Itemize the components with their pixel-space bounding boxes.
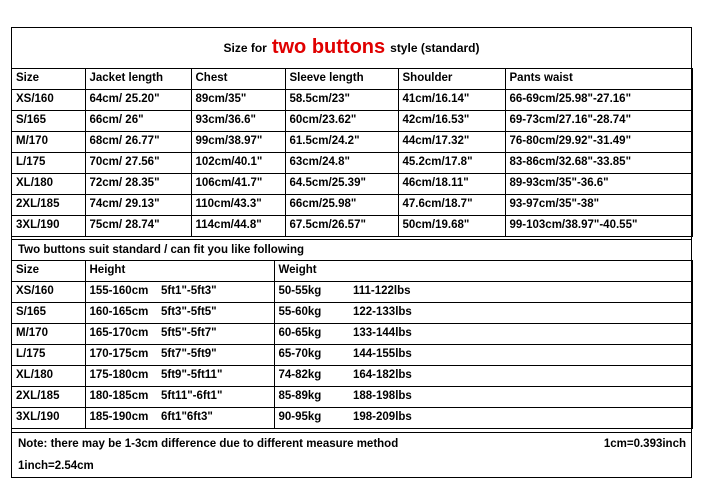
column-header: Size <box>12 69 85 90</box>
table-cell: 74cm/ 29.13" <box>85 195 191 216</box>
column-header: Size <box>12 261 85 282</box>
table-cell: 46cm/18.11" <box>398 174 505 195</box>
table-cell: 50cm/19.68" <box>398 216 505 237</box>
table-cell: 114cm/44.8" <box>191 216 285 237</box>
table-row <box>12 282 692 303</box>
table-cell: 5ft9"-5ft11" <box>157 366 274 387</box>
column-header: Sleeve length <box>285 69 398 90</box>
table-cell: 5ft11"-6ft1" <box>157 387 274 408</box>
chart-title <box>12 28 691 69</box>
table-cell: 133-144lbs <box>349 324 692 345</box>
table-cell: 61.5cm/24.2" <box>285 132 398 153</box>
table-cell: 58.5cm/23" <box>285 90 398 111</box>
table-cell: 198-209lbs <box>349 408 692 429</box>
table-cell: 44cm/17.32" <box>398 132 505 153</box>
table-cell: 67.5cm/26.57" <box>285 216 398 237</box>
table-cell: 65-70kg <box>274 345 349 366</box>
fit-header-row <box>12 261 692 282</box>
table-row <box>12 174 692 195</box>
table-row <box>12 408 692 429</box>
table-cell: 50-55kg <box>274 282 349 303</box>
table-cell: 5ft1"-5ft3" <box>157 282 274 303</box>
table-cell: 155-160cm <box>85 282 157 303</box>
measurement-header-row <box>12 69 692 90</box>
table-cell: 85-89kg <box>274 387 349 408</box>
table-cell: XL/180 <box>12 174 85 195</box>
table-cell: 180-185cm <box>85 387 157 408</box>
table-cell: 170-175cm <box>85 345 157 366</box>
table-cell: 2XL/185 <box>12 195 85 216</box>
measurement-table <box>12 68 693 237</box>
table-cell: 69-73cm/27.16"-28.74" <box>505 111 692 132</box>
table-cell: 110cm/43.3" <box>191 195 285 216</box>
table-row <box>12 303 692 324</box>
table-cell: 72cm/ 28.35" <box>85 174 191 195</box>
table-cell: 144-155lbs <box>349 345 692 366</box>
fit-table <box>12 260 693 429</box>
table-cell: 55-60kg <box>274 303 349 324</box>
table-cell: 185-190cm <box>85 408 157 429</box>
table-row <box>12 111 692 132</box>
note-text: Note: there may be 1-3cm difference due to different measure method <box>18 438 399 450</box>
table-cell: M/170 <box>12 132 85 153</box>
table-row <box>12 345 692 366</box>
table-cell: 41cm/16.14" <box>398 90 505 111</box>
table-cell: 90-95kg <box>274 408 349 429</box>
column-header: Jacket length <box>85 69 191 90</box>
table-cell: 68cm/ 26.77" <box>85 132 191 153</box>
table-cell: 99-103cm/38.97"-40.55" <box>505 216 692 237</box>
table-cell: 3XL/190 <box>12 408 85 429</box>
note-conversion-cm: 1cm=0.393inch <box>603 438 686 450</box>
table-cell: 122-133lbs <box>349 303 692 324</box>
table-cell: S/165 <box>12 111 85 132</box>
table-cell: 42cm/16.53" <box>398 111 505 132</box>
table-cell: 66-69cm/25.98"-27.16" <box>505 90 692 111</box>
table-cell: L/175 <box>12 345 85 366</box>
note-conversion-inch: 1inch=2.54cm <box>18 460 94 472</box>
title-highlight: two buttons <box>271 35 386 58</box>
table-cell: 160-165cm <box>85 303 157 324</box>
table-cell: 45.2cm/17.8" <box>398 153 505 174</box>
table-cell: S/165 <box>12 303 85 324</box>
table-row <box>12 216 692 237</box>
table-cell: 188-198lbs <box>349 387 692 408</box>
table-cell: 66cm/25.98" <box>285 195 398 216</box>
table-cell: 3XL/190 <box>12 216 85 237</box>
table-cell: XL/180 <box>12 366 85 387</box>
table-cell: 66cm/ 26" <box>85 111 191 132</box>
column-header: Pants waist <box>505 69 692 90</box>
table-cell: 2XL/185 <box>12 387 85 408</box>
table-cell: 89cm/35" <box>191 90 285 111</box>
table-cell: 83-86cm/32.68"-33.85" <box>505 153 692 174</box>
table-cell: L/175 <box>12 153 85 174</box>
table-cell: 111-122lbs <box>349 282 692 303</box>
column-header: Chest <box>191 69 285 90</box>
table-cell: 70cm/ 27.56" <box>85 153 191 174</box>
table-cell: 102cm/40.1" <box>191 153 285 174</box>
table-cell: 60-65kg <box>274 324 349 345</box>
table-cell: 106cm/41.7" <box>191 174 285 195</box>
table-cell: 63cm/24.8" <box>285 153 398 174</box>
table-cell: 93cm/36.6" <box>191 111 285 132</box>
table-cell: 64.5cm/25.39" <box>285 174 398 195</box>
fit-section-heading: Two buttons suit standard / can fit you like following <box>12 239 691 261</box>
table-cell: 165-170cm <box>85 324 157 345</box>
column-header: Weight <box>274 261 692 282</box>
table-cell: 93-97cm/35"-38" <box>505 195 692 216</box>
title-suffix: style (standard) <box>390 41 480 55</box>
table-cell: 6ft1"6ft3" <box>157 408 274 429</box>
note <box>18 433 686 455</box>
table-row <box>12 132 692 153</box>
table-cell: 5ft3"-5ft5" <box>157 303 274 324</box>
column-header: Height <box>85 261 274 282</box>
table-cell: 5ft7"-5ft9" <box>157 345 274 366</box>
title-prefix: Size for <box>223 41 267 55</box>
table-cell: 5ft5"-5ft7" <box>157 324 274 345</box>
table-row <box>12 153 692 174</box>
table-cell: 47.6cm/18.7" <box>398 195 505 216</box>
table-cell: 164-182lbs <box>349 366 692 387</box>
table-cell: 74-82kg <box>274 366 349 387</box>
table-cell: M/170 <box>12 324 85 345</box>
table-cell: 99cm/38.97" <box>191 132 285 153</box>
table-row <box>12 195 692 216</box>
table-row <box>12 324 692 345</box>
table-cell: 76-80cm/29.92"-31.49" <box>505 132 692 153</box>
table-cell: 60cm/23.62" <box>285 111 398 132</box>
table-row <box>12 366 692 387</box>
table-row <box>12 387 692 408</box>
table-cell: XS/160 <box>12 90 85 111</box>
table-cell: XS/160 <box>12 282 85 303</box>
table-cell: 175-180cm <box>85 366 157 387</box>
size-chart <box>11 27 692 478</box>
table-cell: 64cm/ 25.20" <box>85 90 191 111</box>
table-cell: 75cm/ 28.74" <box>85 216 191 237</box>
column-header: Shoulder <box>398 69 505 90</box>
table-cell: 89-93cm/35"-36.6" <box>505 174 692 195</box>
table-row <box>12 90 692 111</box>
